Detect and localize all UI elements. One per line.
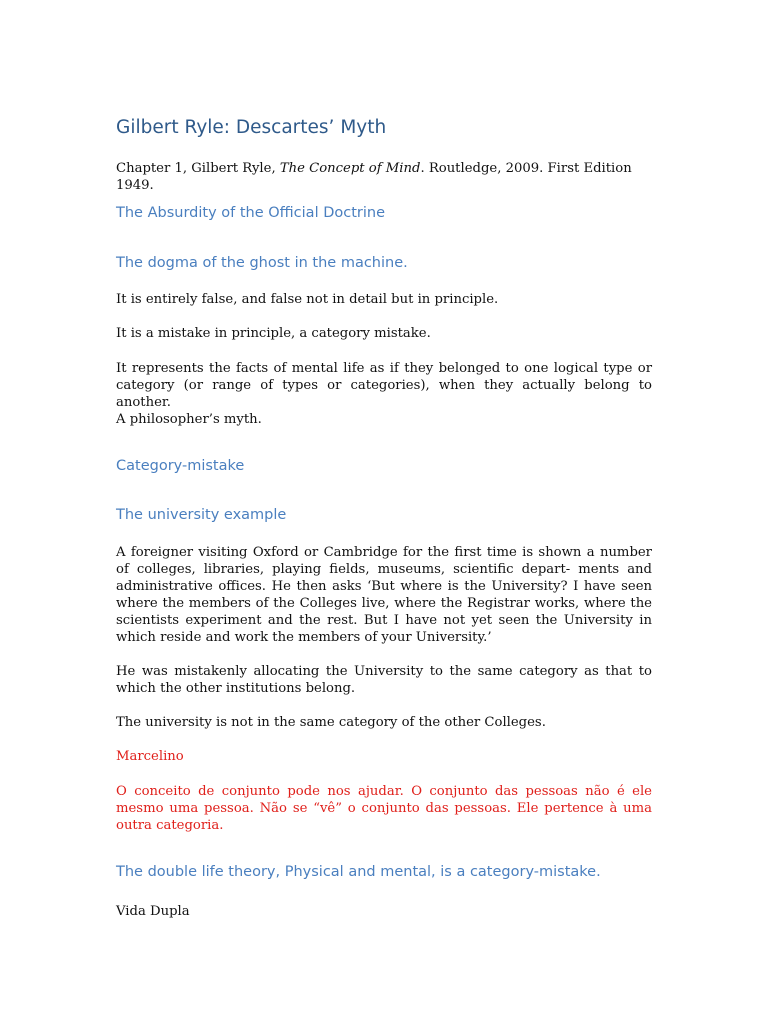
dogma-paragraph-1: It is entirely false, and false not in detail but in principle.: [116, 292, 499, 307]
citation-suffix: . Routledge, 2009. First Edition 1949.: [116, 161, 632, 193]
citation-prefix: Chapter 1, Gilbert Ryle,: [116, 161, 280, 176]
citation-book-title: The Concept of Mind: [279, 161, 421, 176]
dogma-paragraph-4: A philosopher’s myth.: [116, 412, 262, 427]
university-paragraph-3: The university is not in the same category of the other Colleges.: [116, 715, 546, 730]
marcelino-label: Marcelino: [116, 749, 184, 764]
document-title: Gilbert Ryle: Descartes’ Myth: [116, 117, 387, 138]
citation: [116, 160, 652, 194]
university-paragraph-2: He was mistakenly allocating the University to the same category as that to which the other institutions belong.: [116, 664, 652, 696]
heading-category-mistake: Category-mistake: [116, 458, 245, 474]
dogma-paragraph-3: It represents the facts of mental life as if they belonged to one logical type or category (or range of types or categories), when they actually belong to another.: [116, 361, 652, 410]
heading-absurdity: The Absurdity of the Official Doctrine: [116, 205, 386, 221]
marcelino-note: O conceito de conjunto pode nos ajudar. O conjunto das pessoas não é ele mesmo uma pessoa. Não se “vê” o conjunto das pessoas. Ele pertence à uma outra categoria.: [116, 784, 652, 833]
heading-dogma: The dogma of the ghost in the machine.: [116, 255, 408, 271]
heading-university-example: The university example: [116, 507, 287, 523]
dogma-paragraph-2: It is a mistake in principle, a category mistake.: [116, 326, 431, 341]
university-paragraph-1: A foreigner visiting Oxford or Cambridge for the first time is shown a number of colleges, libraries, playing fields, museums, scientific depart- ments and administrative offices. He then asks ‘But where is the University? I have seen where the members of the Colleges live, where the Registrar works, where the scientists experiment and the rest. But I have not yet seen the University in which reside and work the members of your University.’: [116, 545, 652, 645]
heading-double-life: The double life theory, Physical and mental, is a category-mistake.: [116, 864, 601, 880]
vida-dupla: Vida Dupla: [116, 904, 190, 919]
